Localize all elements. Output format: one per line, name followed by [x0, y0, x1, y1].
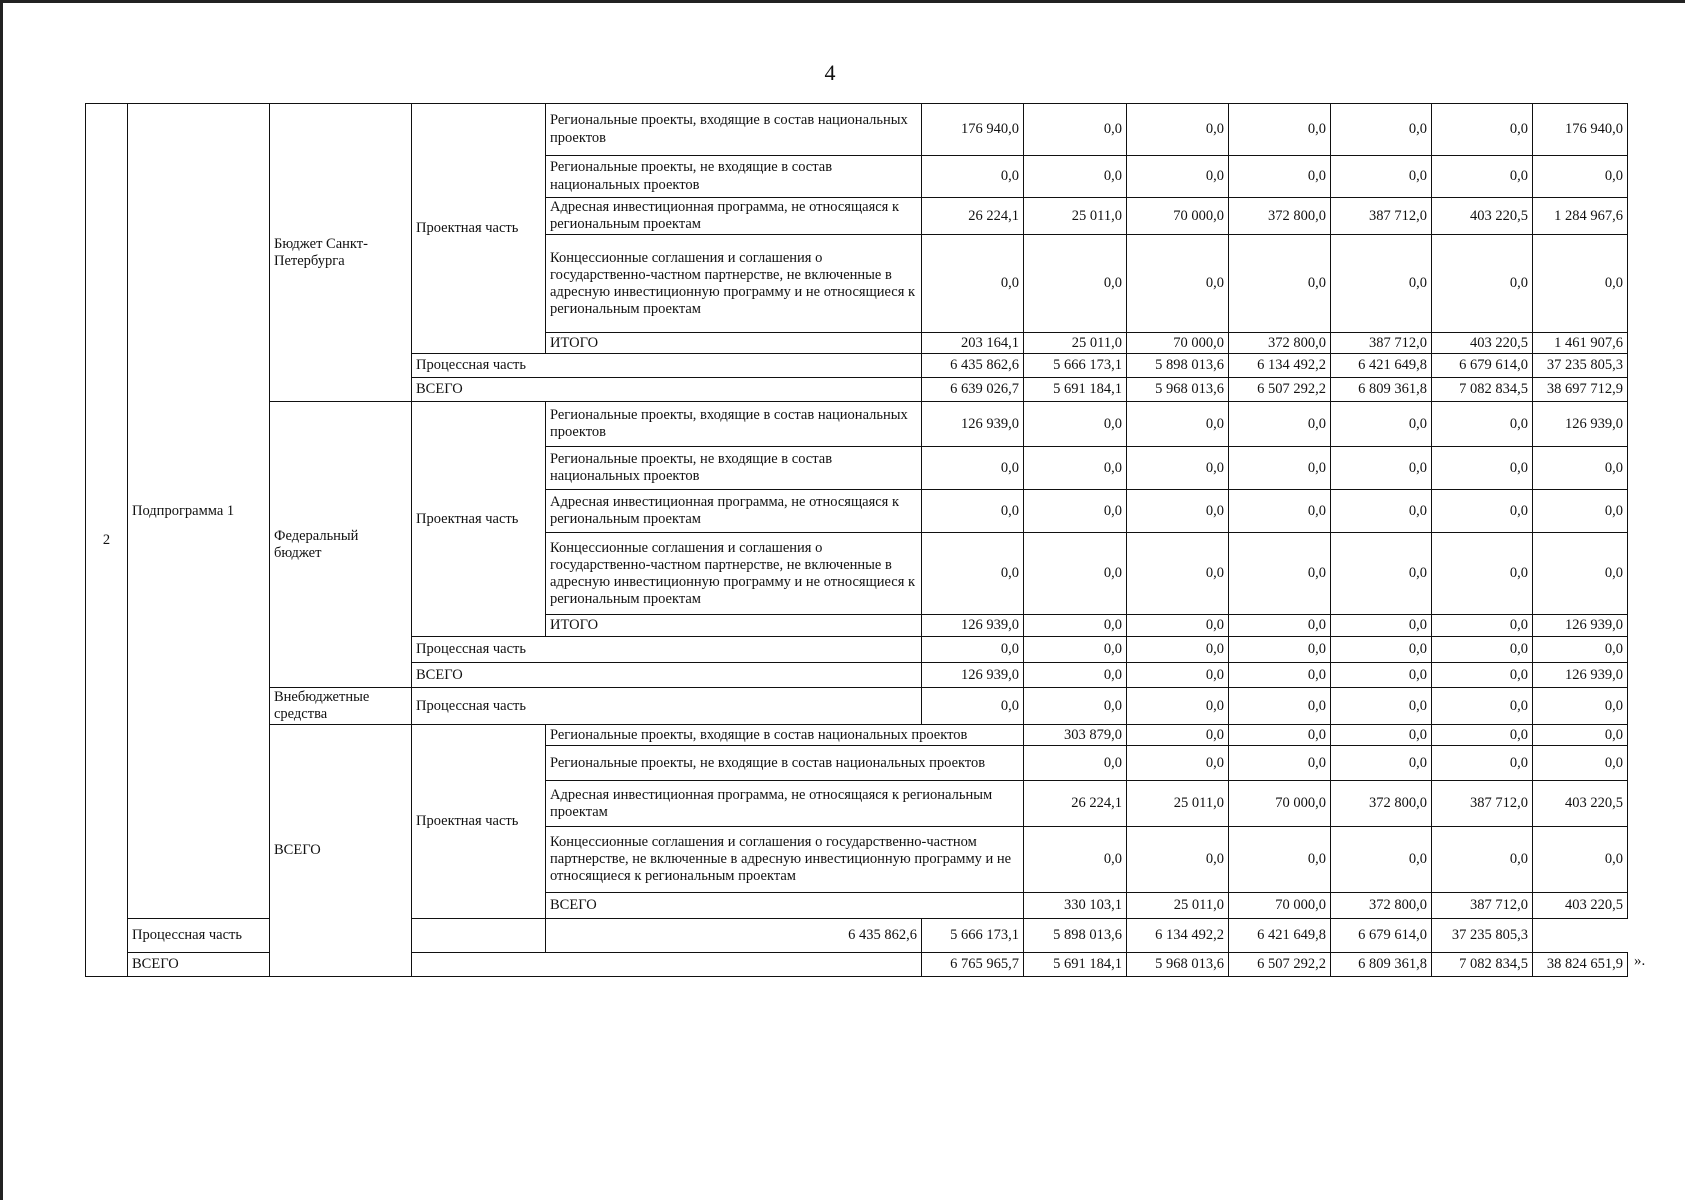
page-border-left	[0, 0, 3, 1200]
value-cell: 176 940,0	[1533, 104, 1628, 156]
value-cell: 0,0	[1331, 637, 1432, 663]
value-cell: 0,0	[1432, 688, 1533, 725]
value-cell: 0,0	[1432, 725, 1533, 746]
value-cell: 6 507 292,2	[1229, 953, 1331, 977]
value-cell: 0,0	[1533, 156, 1628, 198]
value-cell: 6 507 292,2	[1229, 378, 1331, 402]
page-number: 4	[824, 60, 836, 85]
federal-process-part-label: Процессная часть	[412, 637, 922, 663]
spb-project-row-label: Региональные проекты, входящие в состав национальных проектов	[546, 104, 922, 156]
federal-total-label: ВСЕГО	[412, 663, 922, 688]
value-cell: 25 011,0	[1024, 198, 1127, 235]
value-cell: 6 134 492,2	[1127, 919, 1229, 953]
source-spb-label: Бюджет Санкт-Петербурга	[270, 104, 412, 402]
value-cell: 126 939,0	[1533, 663, 1628, 688]
value-cell: 38 697 712,9	[1533, 378, 1628, 402]
value-cell: 0,0	[1331, 827, 1432, 893]
grand-process-part-label: Процессная часть	[128, 919, 546, 953]
value-cell: 0,0	[1024, 490, 1127, 533]
value-cell: 70 000,0	[1127, 198, 1229, 235]
page-border-top	[0, 0, 1685, 3]
value-cell: 0,0	[1127, 533, 1229, 615]
value-cell: 0,0	[922, 156, 1024, 198]
value-cell: 303 879,0	[1024, 725, 1127, 746]
value-cell: 38 824 651,9	[1533, 953, 1628, 977]
value-cell: 5 898 013,6	[1024, 919, 1127, 953]
table-row	[86, 402, 1628, 447]
value-cell: 0,0	[1432, 746, 1533, 781]
value-cell: 26 224,1	[922, 198, 1024, 235]
value-cell: 126 939,0	[922, 615, 1024, 637]
source-offbudget-label: Внебюджетные средства	[270, 688, 412, 725]
value-cell: 6 435 862,6	[922, 354, 1024, 378]
value-cell: 0,0	[1127, 637, 1229, 663]
value-cell: 0,0	[922, 637, 1024, 663]
value-cell: 0,0	[1229, 615, 1331, 637]
value-cell: 0,0	[1432, 235, 1533, 333]
value-cell: 6 134 492,2	[1229, 354, 1331, 378]
value-cell: 6 421 649,8	[1331, 354, 1432, 378]
value-cell: 6 421 649,8	[1229, 919, 1331, 953]
value-cell: 0,0	[1024, 402, 1127, 447]
value-cell: 0,0	[1432, 663, 1533, 688]
value-cell: 26 224,1	[1024, 781, 1127, 827]
spb-total-label: ВСЕГО	[412, 378, 922, 402]
value-cell: 25 011,0	[1127, 893, 1229, 919]
value-cell: 0,0	[1331, 156, 1432, 198]
value-cell: 403 220,5	[1432, 198, 1533, 235]
value-cell: 126 939,0	[922, 402, 1024, 447]
grand-project-row-label: Концессионные соглашения и соглашения о государственно-частном партнерстве, не включенные в адресную инвестиционную программу и не относящиеся к региональным проектам	[546, 827, 1024, 893]
value-cell: 70 000,0	[1127, 333, 1229, 354]
value-cell: 6 809 361,8	[1331, 378, 1432, 402]
value-cell: 0,0	[1127, 725, 1229, 746]
budget-table	[85, 103, 1628, 977]
value-cell: 0,0	[1432, 637, 1533, 663]
value-cell: 372 800,0	[1229, 333, 1331, 354]
value-cell: 25 011,0	[1024, 333, 1127, 354]
value-cell: 126 939,0	[1533, 402, 1628, 447]
value-cell: 0,0	[1127, 104, 1229, 156]
value-cell: 0,0	[1331, 533, 1432, 615]
value-cell: 0,0	[1229, 156, 1331, 198]
value-cell: 0,0	[1024, 615, 1127, 637]
value-cell: 0,0	[1533, 725, 1628, 746]
value-cell: 7 082 834,5	[1432, 378, 1533, 402]
value-cell: 387 712,0	[1432, 781, 1533, 827]
value-cell: 0,0	[1432, 490, 1533, 533]
row-number: 2	[86, 104, 128, 977]
value-cell: 0,0	[1229, 746, 1331, 781]
value-cell: 330 103,1	[1024, 893, 1127, 919]
value-cell: 0,0	[1432, 533, 1533, 615]
grand-project-row-label: Адресная инвестиционная программа, не относящаяся к региональным проектам	[546, 781, 1024, 827]
value-cell: 0,0	[1432, 104, 1533, 156]
value-cell: 6 639 026,7	[922, 378, 1024, 402]
value-cell: 6 435 862,6	[546, 919, 922, 953]
federal-project-row-label: Адресная инвестиционная программа, не относящаяся к региональным проектам	[546, 490, 922, 533]
value-cell: 0,0	[1229, 235, 1331, 333]
grand-project-total-label: ВСЕГО	[546, 893, 1024, 919]
table-row	[86, 725, 1628, 746]
value-cell: 0,0	[1533, 235, 1628, 333]
value-cell: 1 284 967,6	[1533, 198, 1628, 235]
value-cell: 0,0	[1432, 156, 1533, 198]
value-cell: 0,0	[1331, 490, 1432, 533]
value-cell: 0,0	[1331, 615, 1432, 637]
value-cell: 126 939,0	[922, 663, 1024, 688]
value-cell: 0,0	[1127, 156, 1229, 198]
value-cell: 0,0	[1331, 235, 1432, 333]
value-cell: 70 000,0	[1229, 781, 1331, 827]
value-cell: 0,0	[1024, 637, 1127, 663]
value-cell: 0,0	[1331, 746, 1432, 781]
value-cell: 0,0	[1127, 746, 1229, 781]
table-row	[86, 104, 1628, 156]
spb-project-part-label: Проектная часть	[412, 104, 546, 354]
value-cell: 0,0	[1229, 688, 1331, 725]
value-cell: 5 898 013,6	[1127, 354, 1229, 378]
value-cell: 0,0	[1432, 827, 1533, 893]
value-cell: 0,0	[1533, 637, 1628, 663]
value-cell: 0,0	[922, 235, 1024, 333]
value-cell: 0,0	[1024, 104, 1127, 156]
value-cell: 7 082 834,5	[1432, 953, 1533, 977]
value-cell: 0,0	[1533, 827, 1628, 893]
value-cell: 203 164,1	[922, 333, 1024, 354]
value-cell: 5 691 184,1	[1024, 378, 1127, 402]
value-cell: 6 679 614,0	[1432, 354, 1533, 378]
offbudget-process-part-label: Процессная часть	[412, 688, 922, 725]
value-cell: 0,0	[1024, 688, 1127, 725]
value-cell: 0,0	[1331, 447, 1432, 490]
value-cell: 126 939,0	[1533, 615, 1628, 637]
value-cell: 0,0	[1127, 447, 1229, 490]
grand-project-part-label: Проектная часть	[412, 725, 546, 919]
value-cell: 25 011,0	[1127, 781, 1229, 827]
value-cell: 0,0	[1127, 235, 1229, 333]
value-cell: 0,0	[1229, 725, 1331, 746]
value-cell: 0,0	[1024, 746, 1127, 781]
grand-total-label: ВСЕГО	[270, 725, 412, 977]
value-cell: 0,0	[1331, 402, 1432, 447]
value-cell: 0,0	[1533, 533, 1628, 615]
federal-project-row-label: Региональные проекты, входящие в состав национальных проектов	[546, 402, 922, 447]
value-cell: 70 000,0	[1229, 893, 1331, 919]
value-cell: 5 666 173,1	[1024, 354, 1127, 378]
value-cell: 37 235 805,3	[1432, 919, 1533, 953]
empty-cell	[412, 953, 922, 977]
value-cell: 5 968 013,6	[1127, 953, 1229, 977]
value-cell: 0,0	[1127, 490, 1229, 533]
value-cell: 0,0	[1533, 490, 1628, 533]
value-cell: 0,0	[922, 533, 1024, 615]
table-row	[86, 919, 1628, 953]
value-cell: 6 765 965,7	[922, 953, 1024, 977]
value-cell: 0,0	[1127, 827, 1229, 893]
value-cell: 0,0	[1533, 688, 1628, 725]
value-cell: 0,0	[1024, 827, 1127, 893]
value-cell: 6 809 361,8	[1331, 953, 1432, 977]
federal-project-row-label: Концессионные соглашения и соглашения о государственно-частном партнерстве, не включенные в адресную инвестиционную программу и не относящиеся к региональным проектам	[546, 533, 922, 615]
value-cell: 0,0	[1229, 402, 1331, 447]
value-cell: 0,0	[1127, 688, 1229, 725]
value-cell: 0,0	[1432, 402, 1533, 447]
value-cell: 0,0	[1432, 447, 1533, 490]
table-row	[86, 688, 1628, 725]
value-cell: 0,0	[1229, 490, 1331, 533]
value-cell: 0,0	[1024, 447, 1127, 490]
value-cell: 0,0	[1229, 637, 1331, 663]
value-cell: 387 712,0	[1432, 893, 1533, 919]
value-cell: 5 666 173,1	[922, 919, 1024, 953]
value-cell: 1 461 907,6	[1533, 333, 1628, 354]
value-cell: 403 220,5	[1533, 893, 1628, 919]
value-cell: 0,0	[1024, 663, 1127, 688]
value-cell: 37 235 805,3	[1533, 354, 1628, 378]
grand-project-row-label: Региональные проекты, входящие в состав национальных проектов	[546, 725, 1024, 746]
value-cell: 0,0	[1331, 725, 1432, 746]
value-cell: 176 940,0	[922, 104, 1024, 156]
spb-project-row-label: Адресная инвестиционная программа, не относящаяся к региональным проектам	[546, 198, 922, 235]
source-federal-label: Федеральный бюджет	[270, 402, 412, 688]
value-cell: 0,0	[1229, 533, 1331, 615]
value-cell: 0,0	[1127, 402, 1229, 447]
value-cell: 372 800,0	[1331, 893, 1432, 919]
spb-project-row-label: Концессионные соглашения и соглашения о государственно-частном партнерстве, не включенные в адресную инвестиционную программу и не относящиеся к региональным проектам	[546, 235, 922, 333]
federal-project-part-label: Проектная часть	[412, 402, 546, 637]
value-cell: 0,0	[1229, 447, 1331, 490]
value-cell: 403 220,5	[1432, 333, 1533, 354]
grand-project-row-label: Региональные проекты, не входящие в состав национальных проектов	[546, 746, 1024, 781]
value-cell: 387 712,0	[1331, 198, 1432, 235]
value-cell: 0,0	[1331, 104, 1432, 156]
value-cell: 0,0	[1024, 533, 1127, 615]
value-cell: 403 220,5	[1533, 781, 1628, 827]
value-cell: 6 679 614,0	[1331, 919, 1432, 953]
value-cell: 387 712,0	[1331, 333, 1432, 354]
value-cell: 0,0	[922, 688, 1024, 725]
value-cell: 5 691 184,1	[1024, 953, 1127, 977]
federal-project-row-label: Региональные проекты, не входящие в состав национальных проектов	[546, 447, 922, 490]
value-cell: 372 800,0	[1331, 781, 1432, 827]
value-cell: 0,0	[922, 447, 1024, 490]
value-cell: 0,0	[922, 490, 1024, 533]
value-cell: 0,0	[1229, 663, 1331, 688]
spb-process-part-label: Процессная часть	[412, 354, 922, 378]
value-cell: 0,0	[1331, 688, 1432, 725]
spb-subtotal-label: ИТОГО	[546, 333, 922, 354]
value-cell: 5 968 013,6	[1127, 378, 1229, 402]
value-cell: 372 800,0	[1229, 198, 1331, 235]
value-cell: 0,0	[1127, 663, 1229, 688]
value-cell: 0,0	[1229, 827, 1331, 893]
value-cell: 0,0	[1331, 663, 1432, 688]
value-cell: 0,0	[1432, 615, 1533, 637]
federal-subtotal-label: ИТОГО	[546, 615, 922, 637]
subprogram-label: Подпрограмма 1	[128, 104, 270, 919]
grand-total-row-label: ВСЕГО	[128, 953, 270, 977]
value-cell: 0,0	[1024, 156, 1127, 198]
closing-quote-mark: ».	[1634, 953, 1646, 969]
spb-project-row-label: Региональные проекты, не входящие в состав национальных проектов	[546, 156, 922, 198]
value-cell: 0,0	[1229, 104, 1331, 156]
value-cell: 0,0	[1127, 615, 1229, 637]
value-cell: 0,0	[1024, 235, 1127, 333]
value-cell: 0,0	[1533, 447, 1628, 490]
value-cell: 0,0	[1533, 746, 1628, 781]
